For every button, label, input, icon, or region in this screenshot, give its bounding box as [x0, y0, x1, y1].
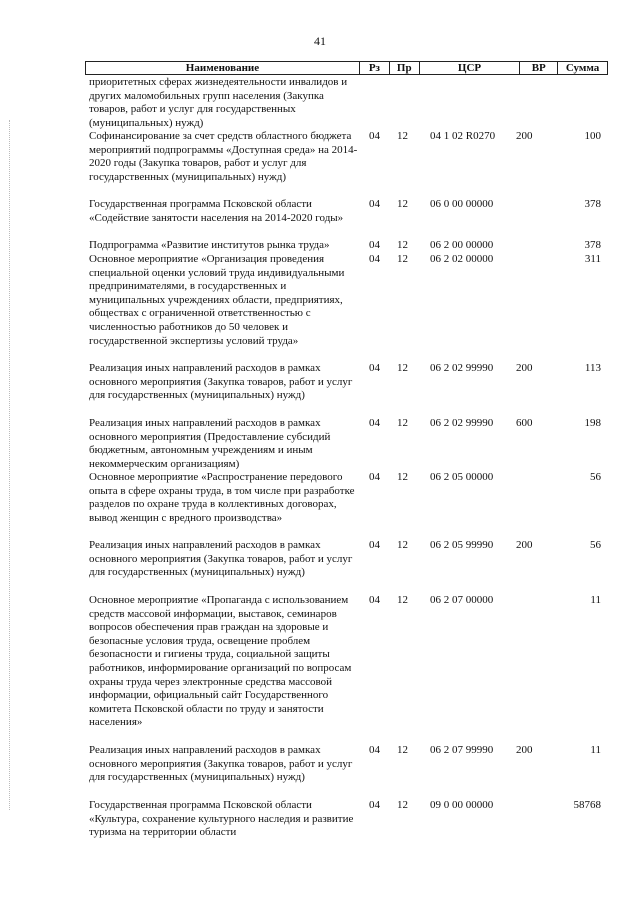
row-sum: 198 [584, 417, 601, 429]
row-rz: 04 [369, 198, 380, 210]
row-rz: 04 [369, 744, 380, 756]
table-header [85, 61, 608, 75]
row-sum: 11 [590, 594, 601, 606]
row-pr: 12 [397, 198, 408, 210]
row-name: Основное мероприятие «Пропаганда с использованием средств массовой информации, выставок, семинаров вопросов обеспечения прав граждан на здоровые и безопасные условия труда, освещение проблем безопасности и гигиены труда, социальной защиты работников, информирование организаций по вопросам охраны труда через электронные средства массовой информации, официальный сайт Государственного комитета Псковской области по труду и занятости населения» [89, 594, 352, 729]
row-name: Государственная программа Псковской области «Культура, сохранение культурного наследия и развитие туризма на территории области [89, 799, 354, 839]
row-sum: 56 [590, 539, 601, 551]
row-name: Государственная программа Псковской области «Содействие занятости населения на 2014-2020 годы» [89, 198, 344, 224]
table-row [0, 417, 640, 471]
row-pr: 12 [397, 744, 408, 756]
row-name: Реализация иных направлений расходов в рамках основного мероприятия (Закупка товаров, работ и услуг для государственных (муниципальных) нужд) [89, 744, 353, 784]
row-vr: 200 [516, 539, 533, 551]
row-rz: 04 [369, 417, 380, 429]
row-rz: 04 [369, 239, 380, 251]
row-rz: 04 [369, 253, 380, 265]
table-row [0, 539, 640, 594]
page-number: 41 [314, 34, 326, 48]
row-vr: 200 [516, 362, 533, 374]
table-row [0, 76, 640, 130]
table-row [0, 239, 640, 253]
table-row [0, 594, 640, 744]
table-row [0, 362, 640, 417]
row-csr: 06 2 02 99990 [430, 417, 494, 429]
row-csr: 06 0 00 00000 [430, 198, 494, 210]
row-name: Основное мероприятие «Распространение передового опыта в сфере охраны труда, в том числе при разработке разделов по охране труда в коллективных договорах, вывод женщин с вредного производства» [89, 471, 355, 524]
row-name: Подпрограмма «Развитие институтов рынка труда» [89, 239, 330, 251]
row-pr: 12 [397, 471, 408, 483]
table-row [0, 130, 640, 198]
row-sum: 378 [584, 239, 601, 251]
row-csr: 06 2 07 99990 [430, 744, 494, 756]
header-vr: ВР [520, 62, 558, 74]
header-pr: Пр [390, 62, 420, 74]
header-csr: ЦСР [420, 62, 521, 74]
row-sum: 100 [584, 130, 601, 142]
row-vr: 200 [516, 130, 533, 142]
row-vr: 200 [516, 744, 533, 756]
row-name: Реализация иных направлений расходов в рамках основного мероприятия (Закупка товаров, работ и услуг для государственных (муниципальных) нужд) [89, 362, 353, 402]
row-vr: 600 [516, 417, 533, 429]
row-csr: 06 2 00 00000 [430, 239, 494, 251]
row-name: приоритетных сферах жизнедеятельности инвалидов и других маломобильных групп населения (Закупка товаров, работ и услуг для государственных (муниципальных) нужд) [89, 76, 348, 129]
table-row [0, 253, 640, 362]
row-rz: 04 [369, 799, 380, 811]
row-sum: 378 [584, 198, 601, 210]
row-rz: 04 [369, 130, 380, 142]
row-csr: 06 2 05 00000 [430, 471, 494, 483]
row-csr: 06 2 02 99990 [430, 362, 494, 374]
table-body [0, 76, 640, 840]
row-rz: 04 [369, 362, 380, 374]
table-row [0, 198, 640, 239]
row-sum: 11 [590, 744, 601, 756]
row-name: Основное мероприятие «Организация проведения специальной оценки условий труда индивидуальными предпринимателями, в государственных и муниципальных учреждениях области, предприятиях, обществах с ограниченной ответственностью с численностью работников до 50 человек и государственной экспертизы условий труда» [89, 253, 345, 347]
table-row [0, 471, 640, 539]
row-sum: 56 [590, 471, 601, 483]
row-pr: 12 [397, 594, 408, 606]
row-sum: 58768 [573, 799, 601, 811]
row-rz: 04 [369, 471, 380, 483]
row-name: Реализация иных направлений расходов в рамках основного мероприятия (Предоставление субсидий бюджетным, автономным учреждениям и иным некоммерческим организациям) [89, 417, 331, 470]
row-pr: 12 [397, 539, 408, 551]
row-pr: 12 [397, 253, 408, 265]
table-row [0, 799, 640, 840]
row-rz: 04 [369, 539, 380, 551]
row-pr: 12 [397, 239, 408, 251]
row-csr: 06 2 07 00000 [430, 594, 494, 606]
header-sum: Сумма [565, 62, 600, 74]
header-rz: Рз [360, 62, 390, 74]
row-name: Софинансирование за счет средств областного бюджета мероприятий подпрограммы «Доступная среда» на 2014-2020 годы (Закупка товаров, работ и услуг для государственных (муниципальных) нужд) [89, 130, 358, 183]
row-pr: 12 [397, 362, 408, 374]
row-csr: 06 2 05 99990 [430, 539, 494, 551]
row-csr: 09 0 00 00000 [430, 799, 494, 811]
row-pr: 12 [397, 130, 408, 142]
row-sum: 113 [584, 362, 601, 374]
row-csr: 04 1 02 R0270 [430, 130, 496, 142]
table-row [0, 744, 640, 799]
row-sum: 311 [584, 253, 601, 265]
row-rz: 04 [369, 594, 380, 606]
row-pr: 12 [397, 799, 408, 811]
row-csr: 06 2 02 00000 [430, 253, 494, 265]
row-pr: 12 [397, 417, 408, 429]
header-name: Наименование [86, 62, 360, 74]
row-name: Реализация иных направлений расходов в рамках основного мероприятия (Закупка товаров, работ и услуг для государственных (муниципальных) нужд) [89, 539, 353, 579]
